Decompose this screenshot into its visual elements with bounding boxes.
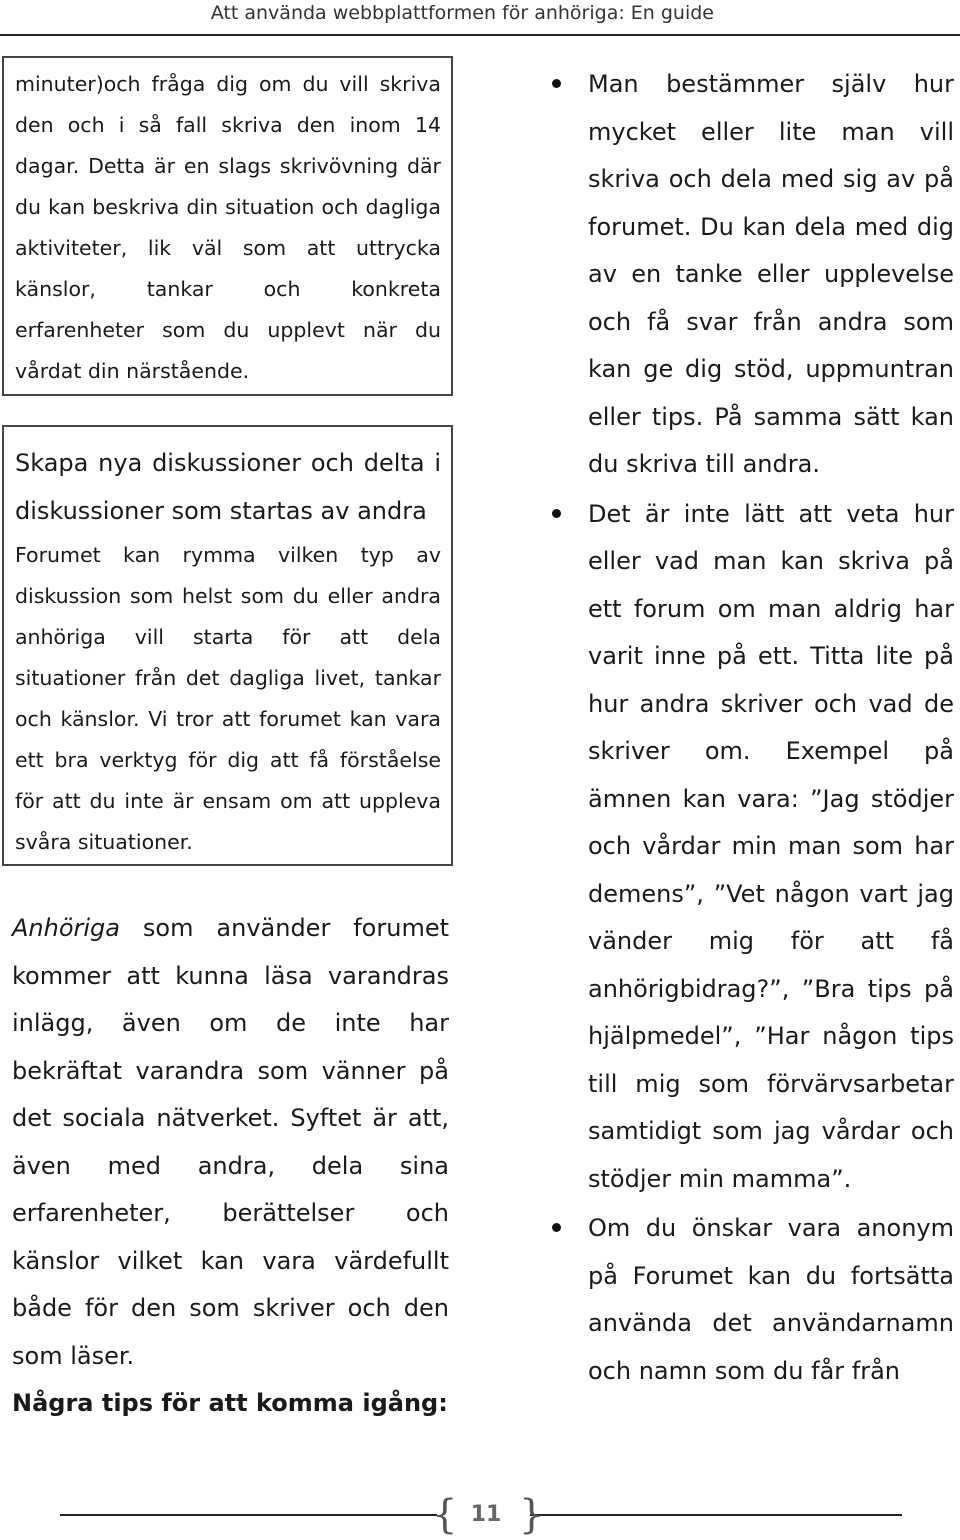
header-title: Att använda webbplattformen för anhöriga: En guide <box>210 2 714 24</box>
box2-text: Forumet kan rymma vilken typ av diskussion som helst som du eller andra anhöriga vill starta för att dela situationer från det dagliga livet, tankar och känslor. Vi tror att forumet kan vara ett bra verktyg för dig att få förståelse för att du inte är ensam om att uppleva svåra situationer. <box>15 543 441 854</box>
list-item <box>552 1205 954 1395</box>
box2-heading: Skapa nya diskussioner och delta i diskussioner som startas av andra <box>15 449 441 525</box>
right-brace-icon: } <box>519 1492 545 1538</box>
bullet-icon <box>552 1223 561 1232</box>
list-item-text: Om du önskar vara anonym på Forumet kan du fortsätta använda det användarnamn och namn som du får från <box>588 1214 954 1385</box>
list-item-text: Det är inte lätt att veta hur eller vad man kan skriva på ett forum om man aldrig har varit inne på ett. Titta lite på hur andra skriver och vad de skriver om. Exempel på ämnen kan vara: ”Jag stödjer och vårdar min man som har demens”, ”Vet någon vart jag vänder mig för att få anhörigbidrag?”, ”Bra tips på hjälpmedel”, ”Har någon tips till mig som förvärvsarbetar samtidigt som jag vårdar och stödjer min mamma”. <box>588 499 954 1193</box>
box1-text: minuter)och fråga dig om du vill skriva den och i så fall skriva den inom 14 dagar. Detta är en slags skrivövning där du kan beskriva din situation och dagliga aktiviteter, lik väl som att uttrycka känslor, tankar och konkreta erfarenheter som du upplevt när du vårdat din närstående. <box>15 72 441 383</box>
page-header <box>0 0 960 36</box>
list-item <box>552 61 954 489</box>
forum-paragraph-lead: Anhöriga <box>12 914 120 942</box>
list-item <box>552 491 954 1204</box>
footer-rule-right <box>530 1514 902 1516</box>
left-column-text <box>12 905 449 1428</box>
info-box-writing-exercise <box>2 56 453 396</box>
tips-list <box>552 61 954 1397</box>
bullet-icon <box>552 509 561 518</box>
forum-paragraph-body: som använder forumet kommer att kunna läsa varandras inlägg, även om de inte har bekräftat varandra som vänner på det sociala nätverket. Syftet är att, även med andra, dela sina erfarenheter, berättelser och känslor vilket kan vara värdefullt både för den som skriver och den som läser. <box>12 914 449 1370</box>
left-brace-icon: { <box>432 1492 458 1538</box>
bullet-icon <box>552 79 561 88</box>
forum-paragraph <box>12 905 449 1380</box>
page-number: 11 <box>470 1502 502 1527</box>
info-box-discussions <box>2 425 453 866</box>
tips-heading: Några tips för att komma igång: <box>12 1389 448 1417</box>
footer-rule-left <box>60 1514 437 1516</box>
list-item-text: Man bestämmer själv hur mycket eller lite man vill skriva och dela med sig av på forumet. Du kan dela med dig av en tanke eller upplevelse och få svar från andra som kan ge dig stöd, uppmuntran eller tips. På samma sätt kan du skriva till andra. <box>588 70 954 478</box>
